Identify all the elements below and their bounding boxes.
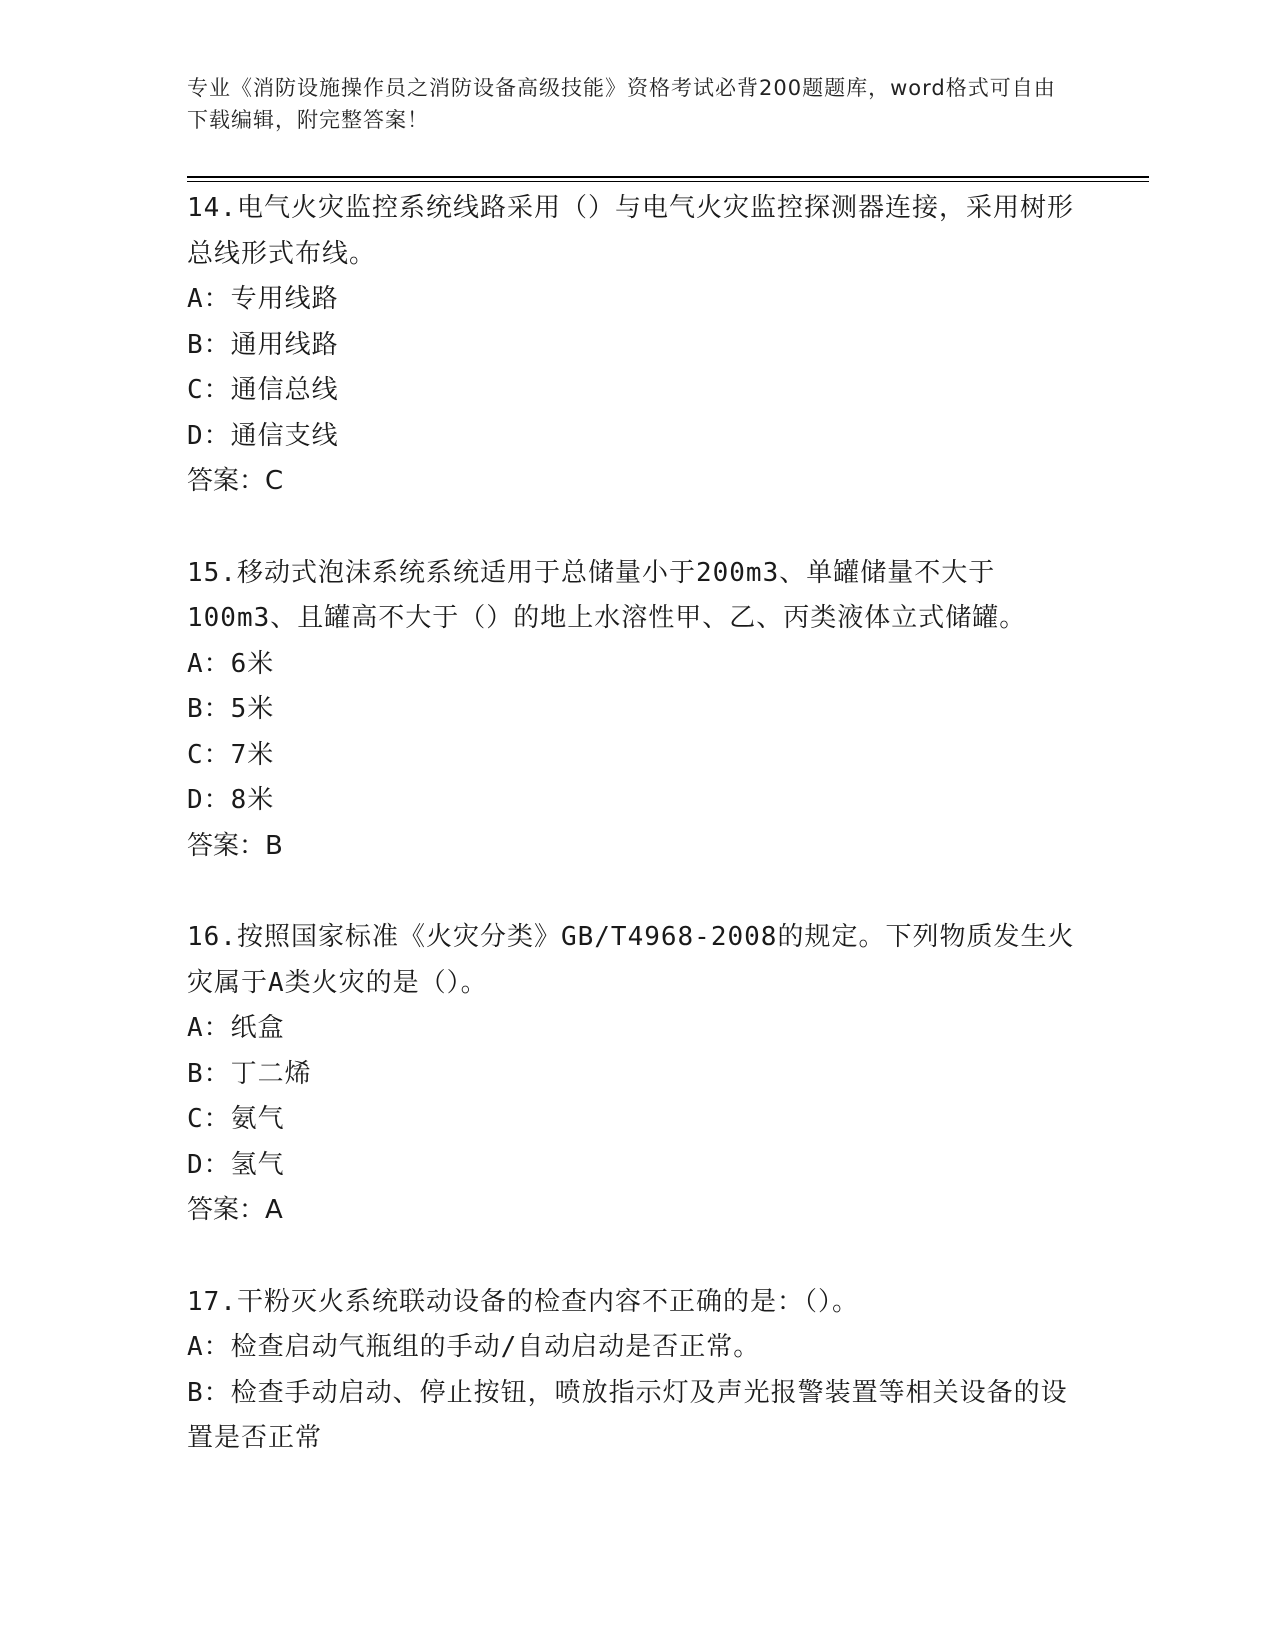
option-a: A：专用线路 <box>187 284 339 314</box>
question-15 <box>187 551 1087 870</box>
option-d: D：氢气 <box>187 1149 285 1180</box>
option-a: A：6米 <box>187 648 275 679</box>
question-17 <box>187 1280 1087 1462</box>
option-a: A：检查启动气瓶组的手动/自动启动是否正常。 <box>187 1332 761 1362</box>
answer: 答案：B <box>187 830 283 861</box>
question-text: 14.电气火灾监控系统线路采用（）与电气火灾监控探测器连接，采用树形总线形式布线。 <box>187 193 1074 269</box>
option-b: B：5米 <box>187 694 275 724</box>
option-d: D：通信支线 <box>187 420 339 451</box>
option-c: C：氨气 <box>187 1104 285 1134</box>
question-text: 16.按照国家标准《火灾分类》GB/T4968-2008的规定。下列物质发生火灾属于A类火灾的是（）。 <box>187 922 1075 998</box>
option-b: B：检查手动启动、停止按钮，喷放指示灯及声光报警装置等相关设备的设置是否正常 <box>187 1377 1068 1453</box>
option-d: D：8米 <box>187 785 275 815</box>
header-divider-thick <box>187 176 1149 178</box>
option-b: B：丁二烯 <box>187 1058 312 1089</box>
option-c: C：7米 <box>187 739 275 770</box>
question-text: 17.干粉灭火系统联动设备的检查内容不正确的是：（）。 <box>187 1286 859 1317</box>
option-a: A：纸盒 <box>187 1013 285 1043</box>
question-16 <box>187 915 1087 1234</box>
header-divider-thin <box>187 181 1149 182</box>
question-text: 15.移动式泡沫系统系统适用于总储量小于200m3、单罐储量不大于100m3、且罐高不大于（）的地上水溶性甲、乙、丙类液体立式储罐。 <box>187 557 1027 633</box>
answer: 答案：A <box>187 1195 283 1225</box>
option-c: C：通信总线 <box>187 375 339 405</box>
document-header: 专业《消防设施操作员之消防设备高级技能》资格考试必背200题题库，word格式可自由下载编辑，附完整答案！ <box>187 76 1056 132</box>
answer: 答案：C <box>187 466 284 496</box>
option-b: B：通用线路 <box>187 329 339 360</box>
question-14 <box>187 186 1087 505</box>
question-list <box>187 186 1087 1508</box>
